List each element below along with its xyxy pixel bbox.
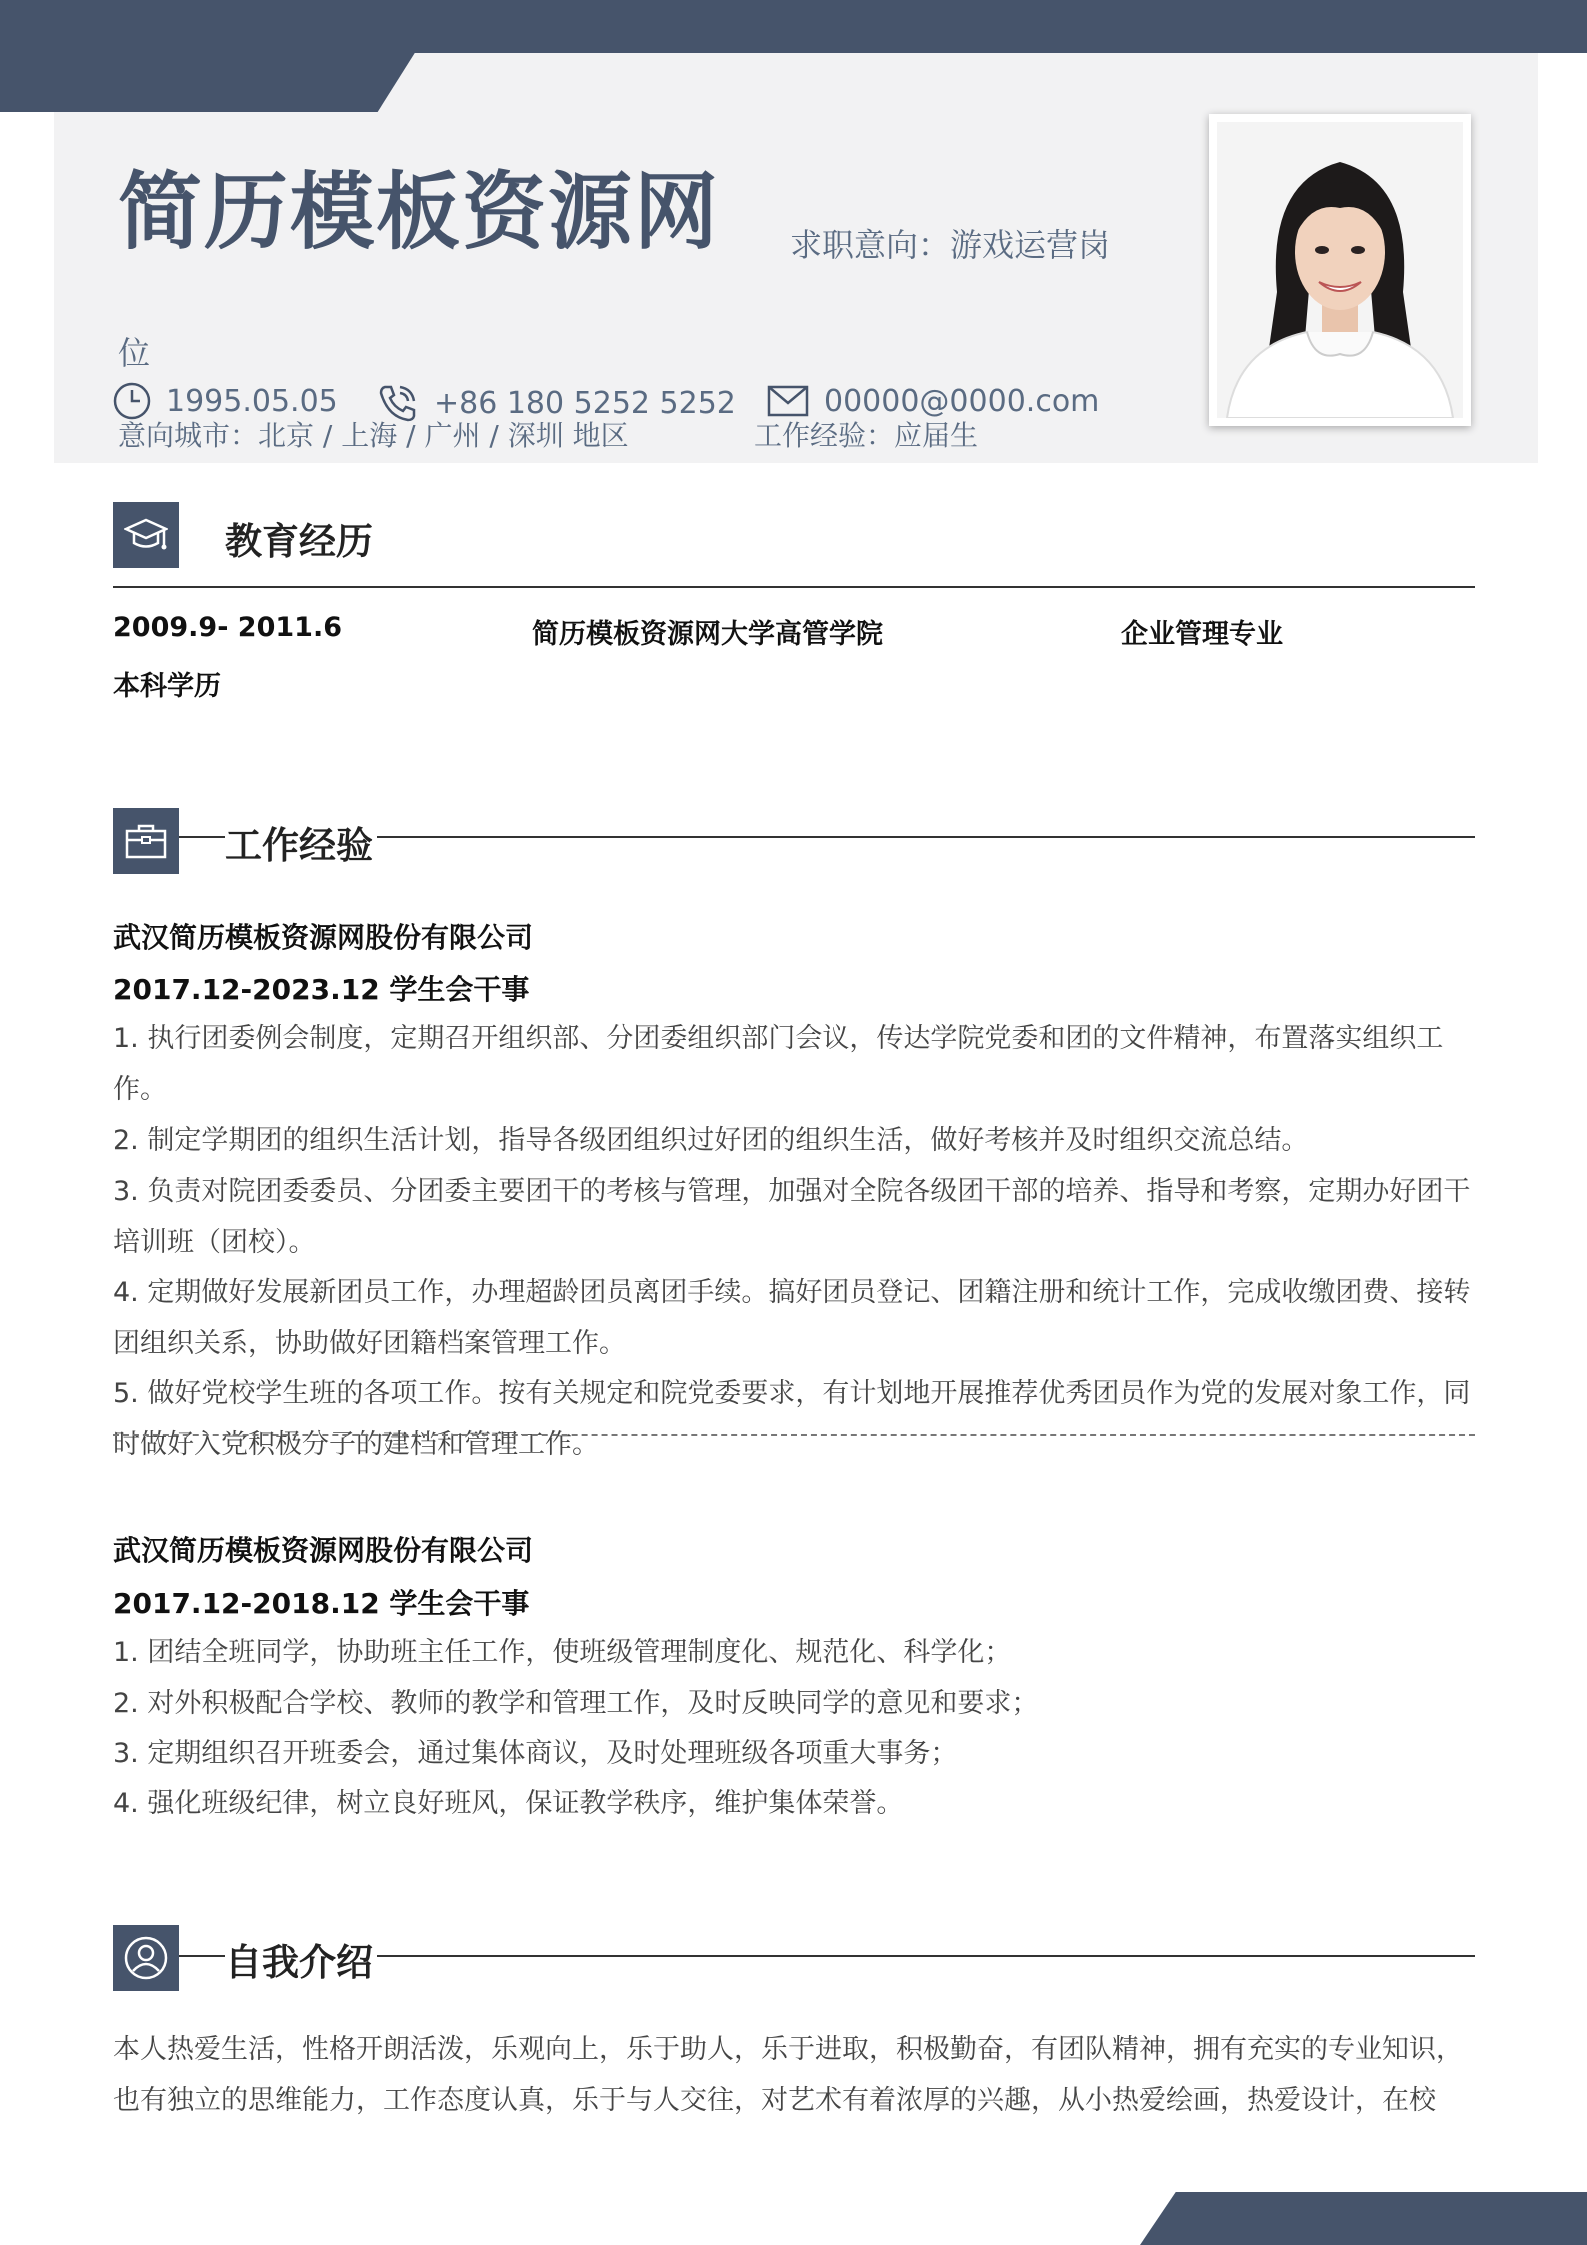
email-address[interactable]: 00000@0000.com	[824, 383, 1100, 419]
phone-number[interactable]: +86 180 5252 5252	[434, 385, 736, 421]
education-period: 2009.9- 2011.6	[113, 612, 342, 643]
education-section-title: 教育经历	[225, 520, 373, 563]
graduation-cap-icon	[124, 515, 168, 555]
birth-date: 1995.05.05	[166, 383, 338, 419]
target-city: 意向城市：北京 / 上海 / 广州 / 深圳 地区	[118, 419, 629, 452]
job-duty: 5. 做好党校学生班的各项工作。按有关规定和院党委要求，有计划地开展推荐优秀团员作为党的发展对象工作，同时做好入党积极分子的建档和管理工作。	[113, 1378, 1471, 1460]
education-section-icon	[113, 502, 179, 568]
education-section-rule	[113, 586, 1475, 588]
profile-photo	[1217, 122, 1463, 418]
education-school: 简历模板资源网大学高管学院	[532, 619, 883, 650]
job-duty: 1. 团结全班同学，协助班主任工作，使班级管理制度化、规范化、科学化；	[113, 1637, 1012, 1668]
education-major: 企业管理专业	[1121, 619, 1283, 650]
job-company: 武汉简历模板资源网股份有限公司	[113, 921, 534, 954]
self-intro-section-title: 自我介绍	[225, 1932, 377, 1986]
person-icon	[123, 1935, 169, 1981]
self-intro-section-icon	[113, 1925, 179, 1991]
job-duty: 3. 负责对院团委委员、分团委主要团干的考核与管理，加强对全院各级团干部的培养、指导和考察，定期办好团干培训班（团校）。	[113, 1176, 1471, 1258]
job-duty: 1. 执行团委例会制度，定期召开组织部、分团委组织部门会议，传达学院党委和团的文件精神，布置落实组织工作。	[113, 1023, 1444, 1105]
bottom-corner-band	[1140, 2192, 1587, 2245]
self-intro-text: 本人热爱生活，性格开朗活泼，乐观向上，乐于助人，乐于进取，积极勤奋，有团队精神，拥有充实的专业知识，也有独立的思维能力，工作态度认真，乐于与人交往，对艺术有着浓厚的兴趣，从小热爱绘画，热爱设计，在校	[113, 2034, 1463, 2116]
job-period: 2017.12-2018.12 学生会干事	[113, 1587, 530, 1620]
header-notch	[0, 0, 415, 112]
job-duty: 2. 制定学期团的组织生活计划，指导各级团组织过好团的组织生活，做好考核并及时组织交流总结。	[113, 1125, 1309, 1156]
job-duty: 3. 定期组织召开班委会，通过集体商议，及时处理班级各项重大事务；	[113, 1738, 958, 1769]
job-period: 2017.12-2023.12 学生会干事	[113, 973, 530, 1006]
profile-photo-frame	[1209, 114, 1471, 426]
work-section-title: 工作经验	[225, 815, 377, 869]
job-intent-wrap: 位	[118, 334, 151, 372]
job-company: 武汉简历模板资源网股份有限公司	[113, 1534, 534, 1567]
work-experience-years: 工作经验：应届生	[754, 419, 979, 452]
job-duty: 4. 定期做好发展新团员工作，办理超龄团员离团手续。搞好团员登记、团籍注册和统计工作，完成收缴团费、接转团组织关系，协助做好团籍档案管理工作。	[113, 1277, 1471, 1359]
briefcase-icon	[124, 822, 168, 860]
education-degree: 本科学历	[113, 671, 221, 702]
job-divider	[113, 1434, 1475, 1436]
job-intent: 求职意向：游戏运营岗	[790, 226, 1111, 264]
work-section-icon	[113, 808, 179, 874]
job-duty: 4. 强化班级纪律，树立良好班风，保证教学秩序，维护集体荣誉。	[113, 1788, 904, 1819]
applicant-name: 简历模板资源网	[118, 163, 721, 261]
job-duty: 2. 对外积极配合学校、教师的教学和管理工作，及时反映同学的意见和要求；	[113, 1688, 1039, 1719]
